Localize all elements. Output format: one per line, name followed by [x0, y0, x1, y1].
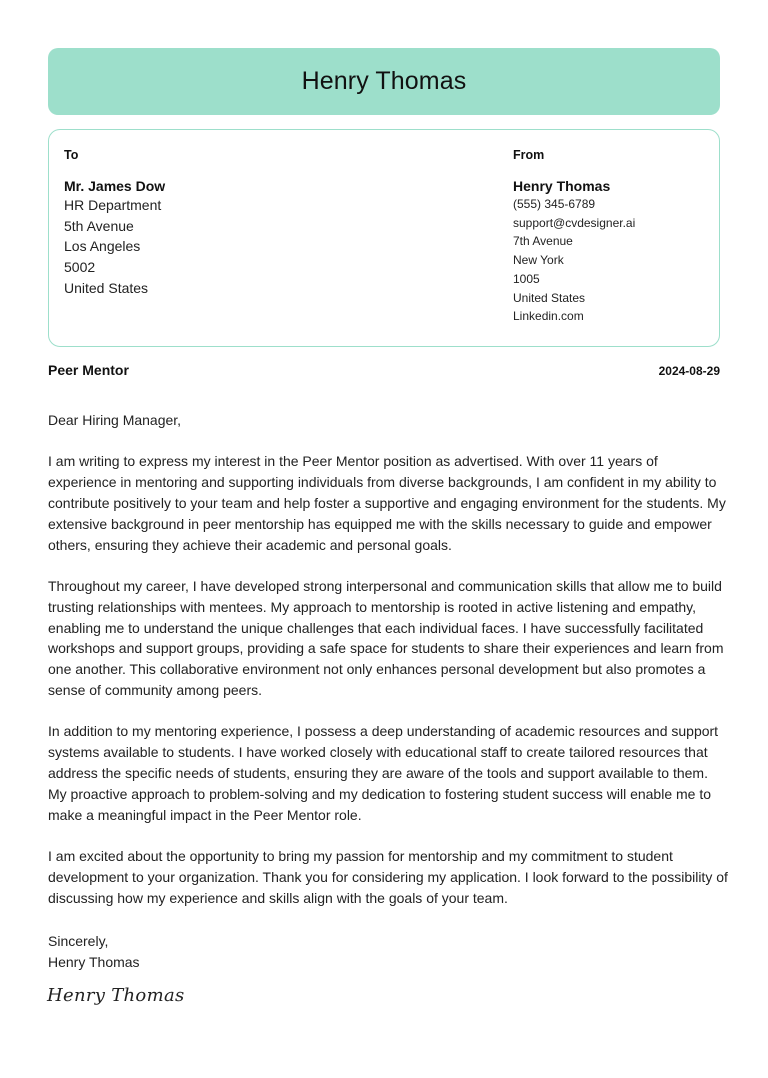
recipient-city: Los Angeles	[64, 238, 141, 255]
sender-label: From	[513, 148, 545, 162]
recipient-street: 5th Avenue	[64, 217, 134, 234]
letter-subject: Peer Mentor	[48, 362, 129, 378]
handwritten-signature: Henry Thomas	[47, 985, 185, 1006]
recipient-name: Mr. James Dow	[64, 178, 166, 194]
sender-email: support@cvdesigner.ai	[513, 215, 636, 230]
header-banner	[48, 48, 720, 115]
sender-phone: (555) 345-6789	[513, 197, 596, 211]
letter-paragraph: In addition to my mentoring experience, I possess a deep understanding of academic resources and support systems available to students. I have worked closely with educational staff to create tailored resources that address the specific needs of students, ensuring they are aware of the tools and support available to them. My proactive approach to problem-solving and my dedication to fostering student success will enable me to make a meaningful impact in the Peer Mentor role.	[48, 723, 719, 823]
recipient-label: To	[64, 148, 79, 162]
letter-greeting: Dear Hiring Manager,	[48, 412, 182, 428]
address-block	[48, 129, 720, 347]
closing-name: Henry Thomas	[48, 953, 140, 970]
recipient-country: United States	[64, 279, 149, 296]
sender-zip: 1005	[513, 271, 540, 286]
letter-paragraph: I am excited about the opportunity to bring my passion for mentorship and my commitment to student development to your organization. Thank you for considering my application. I look forward to the possibility of discussing how my experience and skills align with the goals of your team.	[48, 847, 728, 906]
recipient-zip: 5002	[64, 259, 96, 276]
closing-block	[48, 931, 140, 973]
sender-city: New York	[513, 253, 564, 268]
sender-country: United States	[513, 290, 586, 305]
letter-body	[48, 410, 728, 929]
applicant-name-title: Henry Thomas	[301, 67, 467, 95]
sender-street: 7th Avenue	[513, 234, 573, 249]
subject-row	[48, 362, 720, 378]
closing-phrase: Sincerely,	[48, 933, 109, 949]
sender-block	[513, 147, 635, 326]
letter-paragraph: Throughout my career, I have developed strong interpersonal and communication skills that allow me to build trusting relationships with mentees. My approach to mentorship is rooted in active listening and empathy, enabling me to understand the unique challenges that each individual faces. I have successfully facilitated workshops and support groups, providing a safe space for students to share their experiences and learn from one another. This collaborative environment not only enhances personal development but also promotes a sense of community among peers.	[48, 577, 724, 698]
sender-name: Henry Thomas	[513, 178, 611, 194]
letter-date: 2024-08-29	[658, 364, 720, 378]
sender-linkedin: Linkedin.com	[513, 309, 584, 324]
letter-paragraph: I am writing to express my interest in the Peer Mentor position as advertised. With over 11 years of experience in mentoring and supporting individuals from diverse backgrounds, I am confident in my ability to contribute positively to your team and help foster a supportive and engaging environment for the students. My extensive background in peer mentorship has equipped me with the skills necessary to guide and empower others, ensuring they achieve their academic and personal goals.	[48, 453, 726, 553]
recipient-department: HR Department	[64, 197, 162, 213]
recipient-block	[64, 147, 165, 299]
